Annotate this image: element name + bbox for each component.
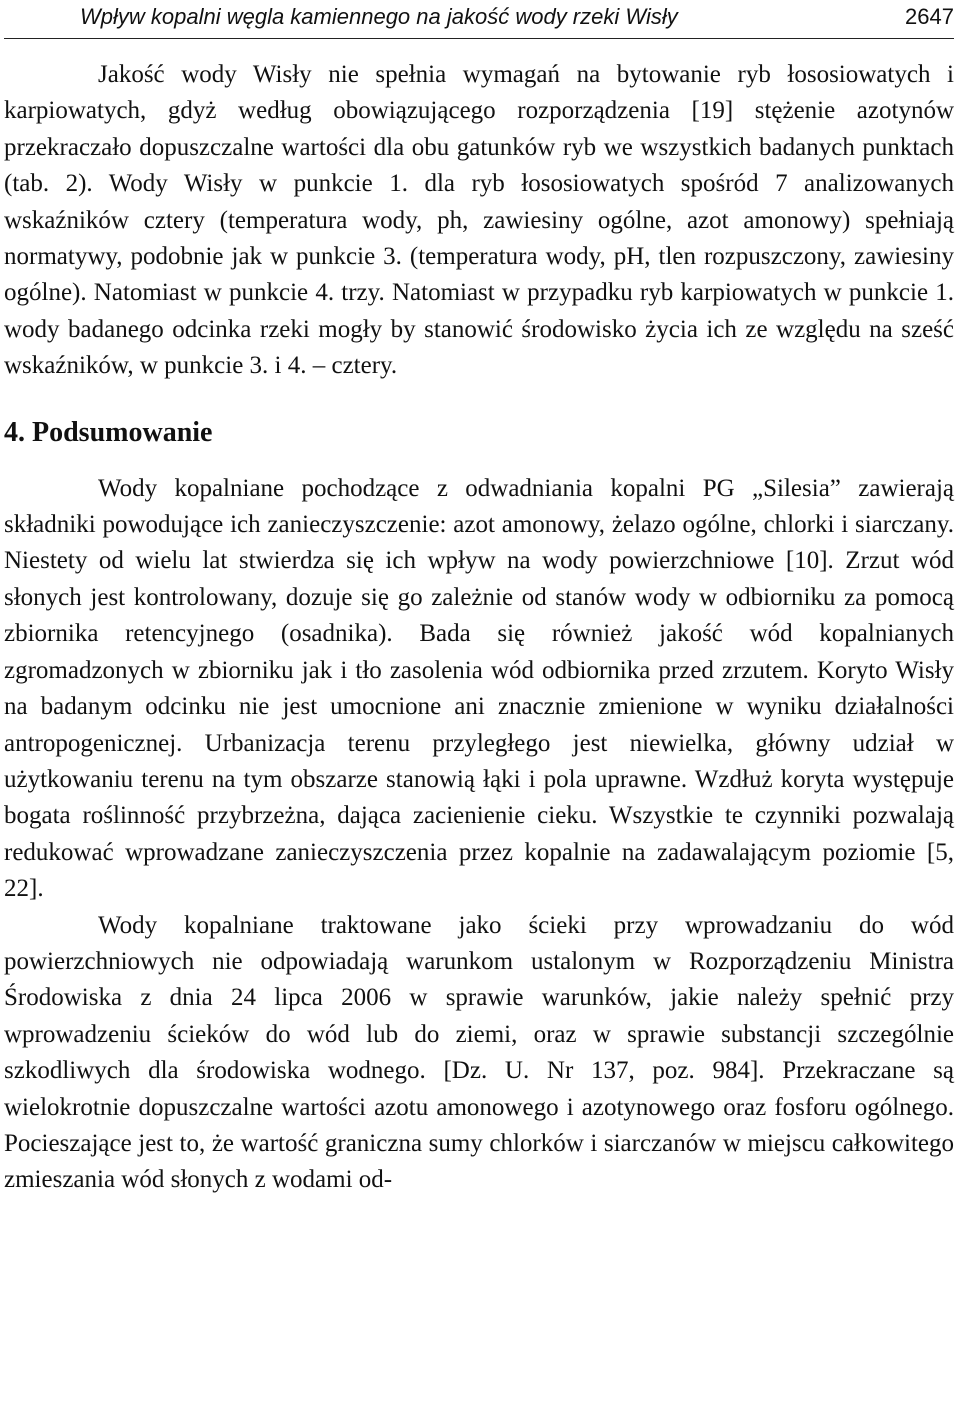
summary-paragraph-1: Wody kopalniane pochodzące z odwadniania kopalni PG „Silesia” zawierają składniki powodujące ich zanieczyszczenie: azot amonowy, żelazo ogólne, chlorki i siarczany. Niestety od wielu lat stwierdza się ich wpływ na wody powierzchniowe [10]. Zrzut wód słonych jest kontrolowany, dozuje się go zależnie od stanów wody w odbiorniku za pomocą zbiornika retencyjnego (osadnika). Bada się również jakość wód kopalnianych zgromadzonych w zbiorniku jak i tło zasolenia wód odbiornika przed zrzutem. Koryto Wisły na badanym odcinku nie jest umocnione ani znacznie zmienione w wyniku działalności antropogenicznej. Urbanizacja terenu przyległego jest niewielka, główny udział w użytkowaniu terenu na tym obszarze stanowią łąki i pola uprawne. Wzdłuż koryta występuje bogata roślinność przybrzeżna, dająca zacienienie cieku. Wszystkie te czynniki pozwalają redukować wprowadzane zanieczyszczenia przez kopalnie na zadawalającym poziomie [5, 22]. bbox=[4, 474, 954, 903]
summary-paragraph-2: Wody kopalniane traktowane jako ścieki przy wprowadzaniu do wód powierzchniowych nie odpowiadają warunkom ustalonym w Rozporządzeniu Ministra Środowiska z dnia 24 lipca 2006 w sprawie warunków, jakie należy spełnić przy wprowadzeniu ścieków do wód lub do ziemi, oraz w sprawie substancji szczególnie szkodliwych dla środowiska wodnego. [Dz. U. Nr 137, poz. 984]. Przekraczane są wielokrotnie dopuszczalne wartości azotu amonowego i azotynowego oraz fosforu ogólnego. Pocieszające jest to, że wartość graniczna sumy chlorków i siarczanów w miejscu całkowitego zmieszania wód słonych z wodami od- bbox=[4, 911, 954, 1194]
summary-section bbox=[4, 471, 954, 1199]
page-number: 2647 bbox=[905, 4, 954, 29]
intro-section bbox=[4, 57, 954, 385]
intro-paragraph: Jakość wody Wisły nie spełnia wymagań na bytowanie ryb łososiowatych i karpiowatych, gdyż według obowiązującego rozporządzenia [19] stężenie azotynów przekraczało dopuszczalne wartości dla obu gatunków ryb we wszystkich badanych punktach (tab. 2). Wody Wisły w punkcie 1. dla ryb łososiowatych spośród 7 analizowanych wskaźników cztery (temperatura wody, ph, zawiesiny ogólne, azot amonowy) spełniają normatywy, podobnie jak w punkcie 3. (temperatura wody, pH, tlen rozpuszczony, zawiesiny ogólne). Natomiast w punkcie 4. trzy. Natomiast w przypadku ryb karpiowatych w punkcie 1. wody badanego odcinka rzeki mogły by stanowić środowisko życia ich ze względu na sześć wskaźników, w punkcie 3. i 4. – cztery. bbox=[4, 61, 954, 380]
page bbox=[4, 0, 954, 1199]
running-title: Wpływ kopalni węgla kamiennego na jakość wody rzeki Wisły bbox=[80, 4, 678, 29]
section-heading: 4. Podsumowanie bbox=[4, 416, 213, 448]
running-header bbox=[4, 0, 954, 39]
